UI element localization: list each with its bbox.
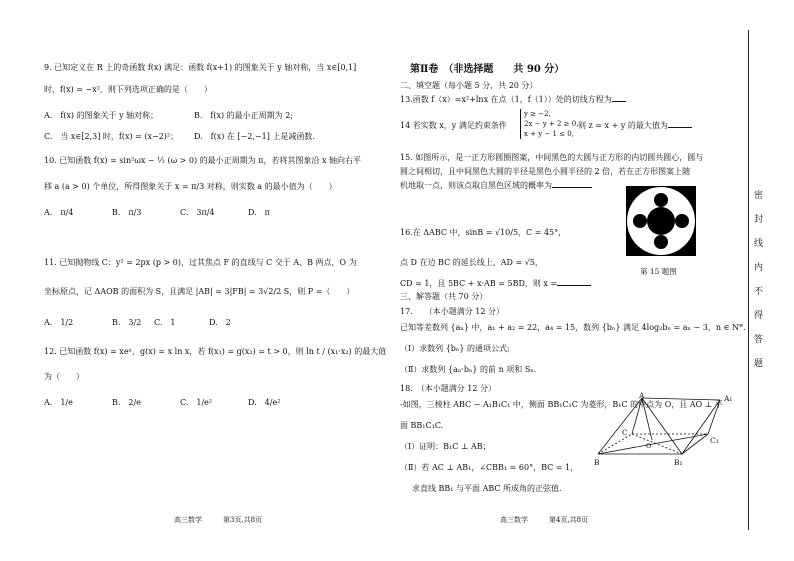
q9-option-c: C. 当 x∈[2,3] 时，f(x) = (x−2)²； [44, 132, 179, 141]
q9-option-a: A. f(x) 的图象关于 y 轴对称； [44, 111, 159, 120]
q10-line1: 10. 已知函数 f(x) = sin²ωx − ½ (ω > 0) 的最小正周期为 π，若将其图象沿 x 轴向右平 [44, 156, 362, 165]
seal-line-sidebar [748, 0, 794, 561]
prism-label-o: O [646, 442, 652, 450]
q13-answer-blank [612, 101, 626, 102]
q11-line2: 坐标原点，记 ΔAOB 的面积为 S，且满足 |AB| = 3|FB| = 3√2/2 S，则 P =（ ） [44, 287, 355, 296]
seal-char-1: 密 [754, 191, 764, 201]
q15-line3 [400, 180, 592, 191]
q13-text [400, 94, 626, 105]
q14-answer-blank [668, 127, 692, 128]
seal-divider-line [748, 30, 749, 530]
q14-objective-text: 则 z = x + y 的最大值为 [578, 121, 668, 130]
q17-header: 17. （本小题满分 12 分） [400, 307, 504, 316]
q12-option-d: D. 4/e² [248, 398, 281, 407]
prism-label-b1: B₁ [674, 458, 683, 467]
q15-line1: 15. 如图所示，是一正方形圆圈图案，中间黑色的大圆与正方形的内切圆共圆心，圆与 [400, 153, 704, 162]
seal-char-5: 不 [754, 287, 764, 297]
q14-constraint-3: x + y − 1 ≤ 0, [524, 130, 574, 138]
q11-option-b: B. 3/2 [112, 318, 142, 327]
q10-option-c: C. 3π/4 [180, 208, 215, 217]
q10-option-b: B. π/3 [112, 208, 142, 217]
q12-option-a: A. 1/e [44, 398, 73, 407]
part2-title: 第Ⅱ卷 （非选择题 共 90 分） [410, 64, 565, 75]
q14-constraint-2: 2x − y + 2 ≥ 0, [524, 120, 579, 128]
q12-line1: 12. 已知函数 f(x) = xeˣ，g(x) = x ln x，若 f(x₁) = g(x₂) = t > 0，则 ln t / (x₁·x₂) 的最大值 [44, 347, 387, 356]
q10-option-d: D. π [248, 208, 270, 217]
q12-option-b: B. 2/e [112, 398, 141, 407]
prism-label-b: B [594, 458, 600, 467]
q14-system [520, 109, 578, 139]
q14-objective [578, 120, 692, 131]
q9-option-d: D. f(x) 在 [−2,−1] 上是减函数. [194, 132, 315, 141]
fig15-circle-pattern [626, 186, 696, 256]
q15-line2: 圆之间相切，且中间黑色大圆的半径是黑色小圆半径的 2 倍，若在正方形图案上随 [400, 167, 691, 176]
q16-line1: 16.在 ΔABC 中，sinB = √10/5，C = 45°， [400, 228, 567, 237]
q11-option-c: C. 1 [154, 318, 176, 327]
q14-stem: 14 若实数 x，y 满足约束条件 [400, 121, 507, 130]
q18-header: 18. （本小题满分 12 分） [400, 384, 496, 393]
q17-part1: （Ⅰ）求数列 {bₙ} 的通项公式; [400, 344, 510, 353]
q12-option-c: C. 1/e² [180, 398, 213, 407]
q17-part2: （Ⅱ）求数列 {aₙ·bₙ} 的前 n 项和 Sₙ. [400, 365, 537, 374]
q9-line2: 时，f(x) = −x²，则下列选项正确的是（ ） [44, 85, 212, 94]
prism-label-a1: A₁ [724, 394, 733, 403]
q10-line2: 移 a (a > 0) 个单位，所得图象关于 x = π/3 对称，则实数 a 的最小值为（ ） [44, 182, 337, 191]
seal-char-2: 封 [754, 215, 764, 225]
q18-part1: （Ⅰ）证明：B₁C ⊥ AB； [400, 442, 491, 451]
q15-answer-blank [552, 187, 592, 188]
seal-char-6: 得 [754, 311, 764, 321]
q11-line1: 11. 已知抛物线 C：y² = 2px (p > 0)，过其焦点 F 的直线与 C 交于 A、B 两点，O 为 [44, 258, 357, 267]
q16-line3-text: CD = 1，且 5BC + x·AB = 5BD，则 x = [400, 279, 558, 288]
q11-option-d: D. 2 [209, 318, 231, 327]
left-column [44, 0, 387, 561]
left-footer: 高三数学 第3页,共8页 [174, 516, 263, 524]
q15-line3-text: 机地取一点，则该点取自黑色区域的概率为 [400, 181, 552, 190]
q18-part2: （Ⅱ）若 AC ⊥ AB₁，∠CBB₁ = 60°，BC = 1， [400, 463, 579, 472]
seal-char-4: 内 [754, 263, 764, 273]
right-column [400, 0, 746, 561]
fig15-caption: 第 15 题图 [640, 267, 677, 276]
q12-line2: 为（ ） [44, 372, 84, 381]
section-fill-blank: 二、填空题（每小题 5 分，共 20 分） [400, 81, 538, 90]
seal-char-7: 答 [754, 335, 764, 345]
q9-line1: 9. 已知定义在 R 上的奇函数 f(x) 满足：函数 f(x+1) 的图象关于 y 轴对称，当 x∈[0,1] [44, 63, 357, 72]
q18-line1: -如图，三棱柱 ABC − A₁B₁C₁ 中，侧面 BB₁C₁C 为菱形，B₁C 的中点为 O，且 AO ⊥ 平 [400, 400, 723, 409]
q10-option-a: A. π/4 [44, 208, 74, 217]
q17-line1: 已知等差数列 {aₙ} 中，a₁ + a₂ = 22，a₄ = 15，数列 {bₙ} 满足 4log₂bₙ = aₙ − 3，n ∈ N*. [400, 323, 746, 332]
q16-line2: 点 D 在边 BC 的延长线上，AD = √5， [400, 258, 543, 267]
q16-answer-blank [557, 285, 591, 286]
q13-stem: 13.函数 f（x）=x²+lnx 在点（1，f（1））处的切线方程为 [400, 95, 612, 104]
right-footer: 高三数学 第4页,共8页 [500, 516, 589, 524]
section-answers: 三、解答题（共 70 分） [400, 292, 488, 301]
q18-part2-cont: 求直线 BB₁ 与平面 ABC 所成角的正弦值. [412, 484, 562, 493]
q14-constraint-1: y ≥ −2, [524, 110, 551, 118]
q11-option-a: A. 1/2 [44, 318, 74, 327]
prism-label-a: A [639, 391, 645, 400]
seal-char-8: 题 [754, 359, 764, 369]
q9-option-b: B. f(x) 的最小正周期为 2; [194, 111, 294, 120]
prism-label-c: C [622, 428, 628, 437]
q18-line2: 面 BB₁C₁C. [400, 421, 444, 430]
prism-label-c1: C₁ [710, 436, 719, 445]
prism-figure [590, 392, 740, 472]
q16-line3 [400, 278, 591, 289]
seal-char-3: 线 [754, 239, 764, 249]
